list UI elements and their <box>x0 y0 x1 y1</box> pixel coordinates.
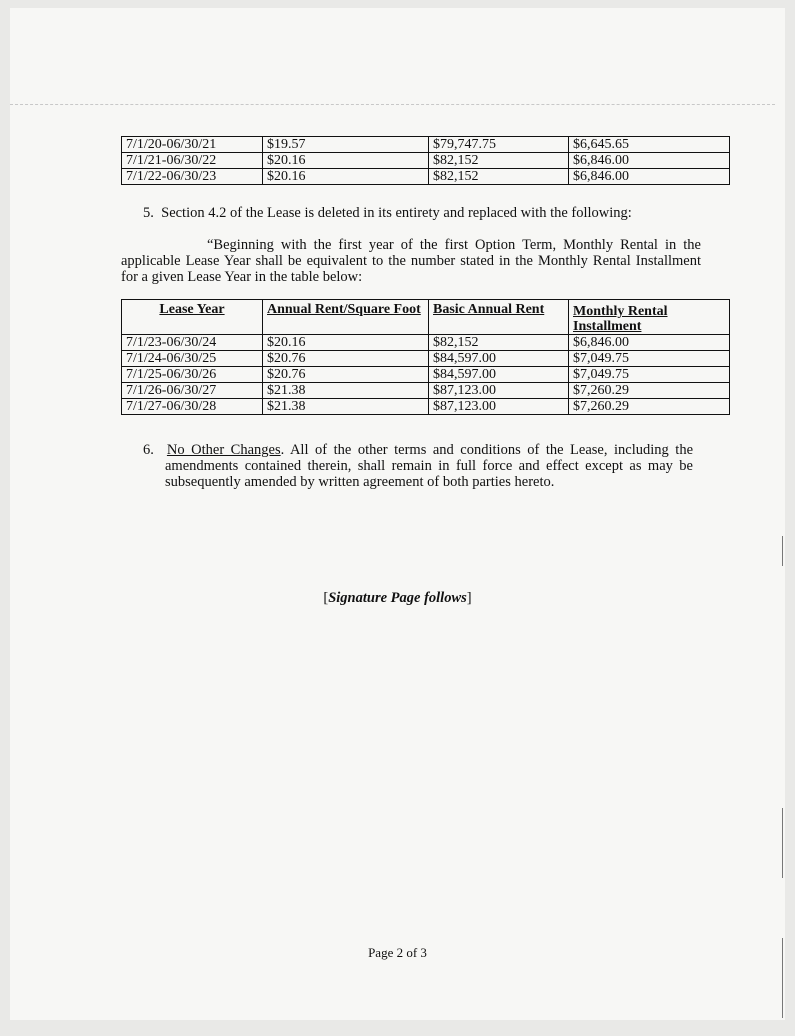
column-header: Annual Rent/Square Foot <box>263 300 429 335</box>
monthly-installment-cell: $6,846.00 <box>569 335 730 351</box>
scan-artifact-line <box>10 104 775 105</box>
section-6-paragraph <box>143 442 693 490</box>
bracket-open: [ <box>323 590 329 606</box>
rent-per-sqft-cell: $20.16 <box>263 335 429 351</box>
table-row <box>122 153 730 169</box>
section-number: 5. <box>143 205 154 221</box>
lease-year-cell: 7/1/22-06/30/23 <box>122 169 263 185</box>
annual-rent-cell: $87,123.00 <box>429 399 569 415</box>
signature-note-text: Signature Page follows <box>328 590 467 606</box>
annual-rent-cell: $87,123.00 <box>429 383 569 399</box>
lease-year-cell: 7/1/27-06/30/28 <box>122 399 263 415</box>
section-text: Section 4.2 of the Lease is deleted in its entirety and replaced with the following: <box>161 205 632 221</box>
lease-year-cell: 7/1/25-06/30/26 <box>122 367 263 383</box>
bracket-close: ] <box>466 590 472 606</box>
rent-per-sqft-cell: $19.57 <box>263 137 429 153</box>
monthly-installment-cell: $6,846.00 <box>569 169 730 185</box>
column-header: Lease Year <box>122 300 263 335</box>
table-row <box>122 399 730 415</box>
quoted-provision <box>121 237 701 285</box>
lease-year-cell: 7/1/21-06/30/22 <box>122 153 263 169</box>
page-number: Page 2 of 3 <box>368 945 427 960</box>
table-row <box>122 383 730 399</box>
table-row <box>122 335 730 351</box>
monthly-installment-cell: $7,049.75 <box>569 367 730 383</box>
rent-per-sqft-cell: $20.16 <box>263 169 429 185</box>
monthly-installment-cell: $7,260.29 <box>569 383 730 399</box>
monthly-installment-cell: $7,049.75 <box>569 351 730 367</box>
annual-rent-cell: $84,597.00 <box>429 351 569 367</box>
lease-year-cell: 7/1/26-06/30/27 <box>122 383 263 399</box>
table-row <box>122 367 730 383</box>
quoted-text: “Beginning with the first year of the first Option Term, Monthly Rental in the applicable Lease Year shall be equivalent to the number stated in the Monthly Rental Installment for a given Lease Year in the table below: <box>121 237 701 285</box>
lease-year-cell: 7/1/23-06/30/24 <box>122 335 263 351</box>
annual-rent-cell: $84,597.00 <box>429 367 569 383</box>
signature-page-note <box>10 590 785 607</box>
rent-per-sqft-cell: $21.38 <box>263 383 429 399</box>
scan-edge-mark <box>782 536 783 566</box>
annual-rent-cell: $82,152 <box>429 169 569 185</box>
rent-per-sqft-cell: $21.38 <box>263 399 429 415</box>
lease-year-cell: 7/1/24-06/30/25 <box>122 351 263 367</box>
annual-rent-cell: $82,152 <box>429 335 569 351</box>
section-number: 6. <box>143 442 154 458</box>
scan-edge-mark <box>782 808 783 878</box>
rent-per-sqft-cell: $20.16 <box>263 153 429 169</box>
table-row <box>122 351 730 367</box>
monthly-installment-cell: $6,645.65 <box>569 137 730 153</box>
document-page <box>10 8 785 1020</box>
monthly-installment-cell: $7,260.29 <box>569 399 730 415</box>
section-5-paragraph <box>143 205 743 221</box>
lease-year-cell: 7/1/20-06/30/21 <box>122 137 263 153</box>
column-header: Basic Annual Rent <box>429 300 569 335</box>
monthly-installment-cell: $6,846.00 <box>569 153 730 169</box>
table-header-row <box>122 300 730 335</box>
rent-schedule-table-continued <box>121 136 730 185</box>
rent-per-sqft-cell: $20.76 <box>263 351 429 367</box>
table-row <box>122 137 730 153</box>
column-header: Monthly Rental Installment <box>569 300 730 335</box>
section-text: . All of the other terms and conditions of the Lease, including the amendments contained therein, shall remain in full force and effect except as may be subsequently amended by written agreement of both parties hereto. <box>165 442 694 490</box>
option-term-rent-table <box>121 299 730 415</box>
section-heading: No Other Changes <box>166 442 281 458</box>
rent-per-sqft-cell: $20.76 <box>263 367 429 383</box>
table-row <box>122 169 730 185</box>
annual-rent-cell: $79,747.75 <box>429 137 569 153</box>
annual-rent-cell: $82,152 <box>429 153 569 169</box>
